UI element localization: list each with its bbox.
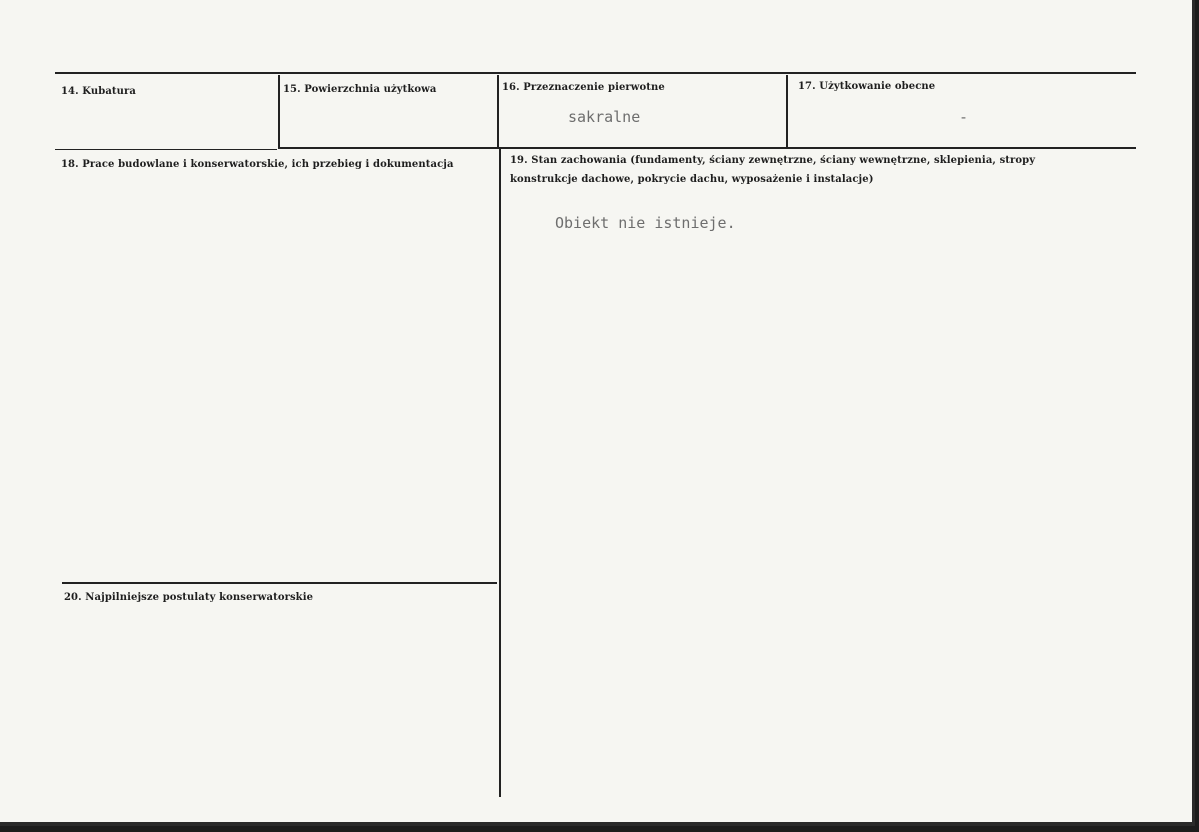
field-16-label: 16. Przeznaczenie pierwotne [502,82,665,93]
divider-15-16 [497,75,499,149]
divider-left-right [499,149,501,797]
field-19-value: Obiekt nie istnieje. [555,214,736,232]
field-14-underline [55,149,277,150]
field-15-label: 15. Powierzchnia użytkowa [283,84,437,95]
top-rule [55,72,1136,74]
field-18-label: 18. Prace budowlane i konserwatorskie, ich przebieg i dokumentacja [61,159,454,170]
field-20-label: 20. Najpilniejsze postulaty konserwatorskie [64,592,314,603]
field-16-value: sakralne [568,108,641,126]
field-19-label-line1: 19. Stan zachowania (fundamenty, ściany zewnętrzne, ściany wewnętrzne, sklepienia, stropy [510,155,1036,166]
divider-16-17 [786,75,788,147]
field-14-label: 14. Kubatura [61,86,136,97]
field-17-label: 17. Użytkowanie obecne [798,81,936,92]
field-20-top-rule [62,582,497,584]
divider-14-15 [278,75,280,149]
field-17-value: - [959,108,969,126]
row-rule-upper [280,147,1136,149]
field-19-label-line2: konstrukcje dachowe, pokrycie dachu, wyposażenie i instalacje) [510,174,874,185]
